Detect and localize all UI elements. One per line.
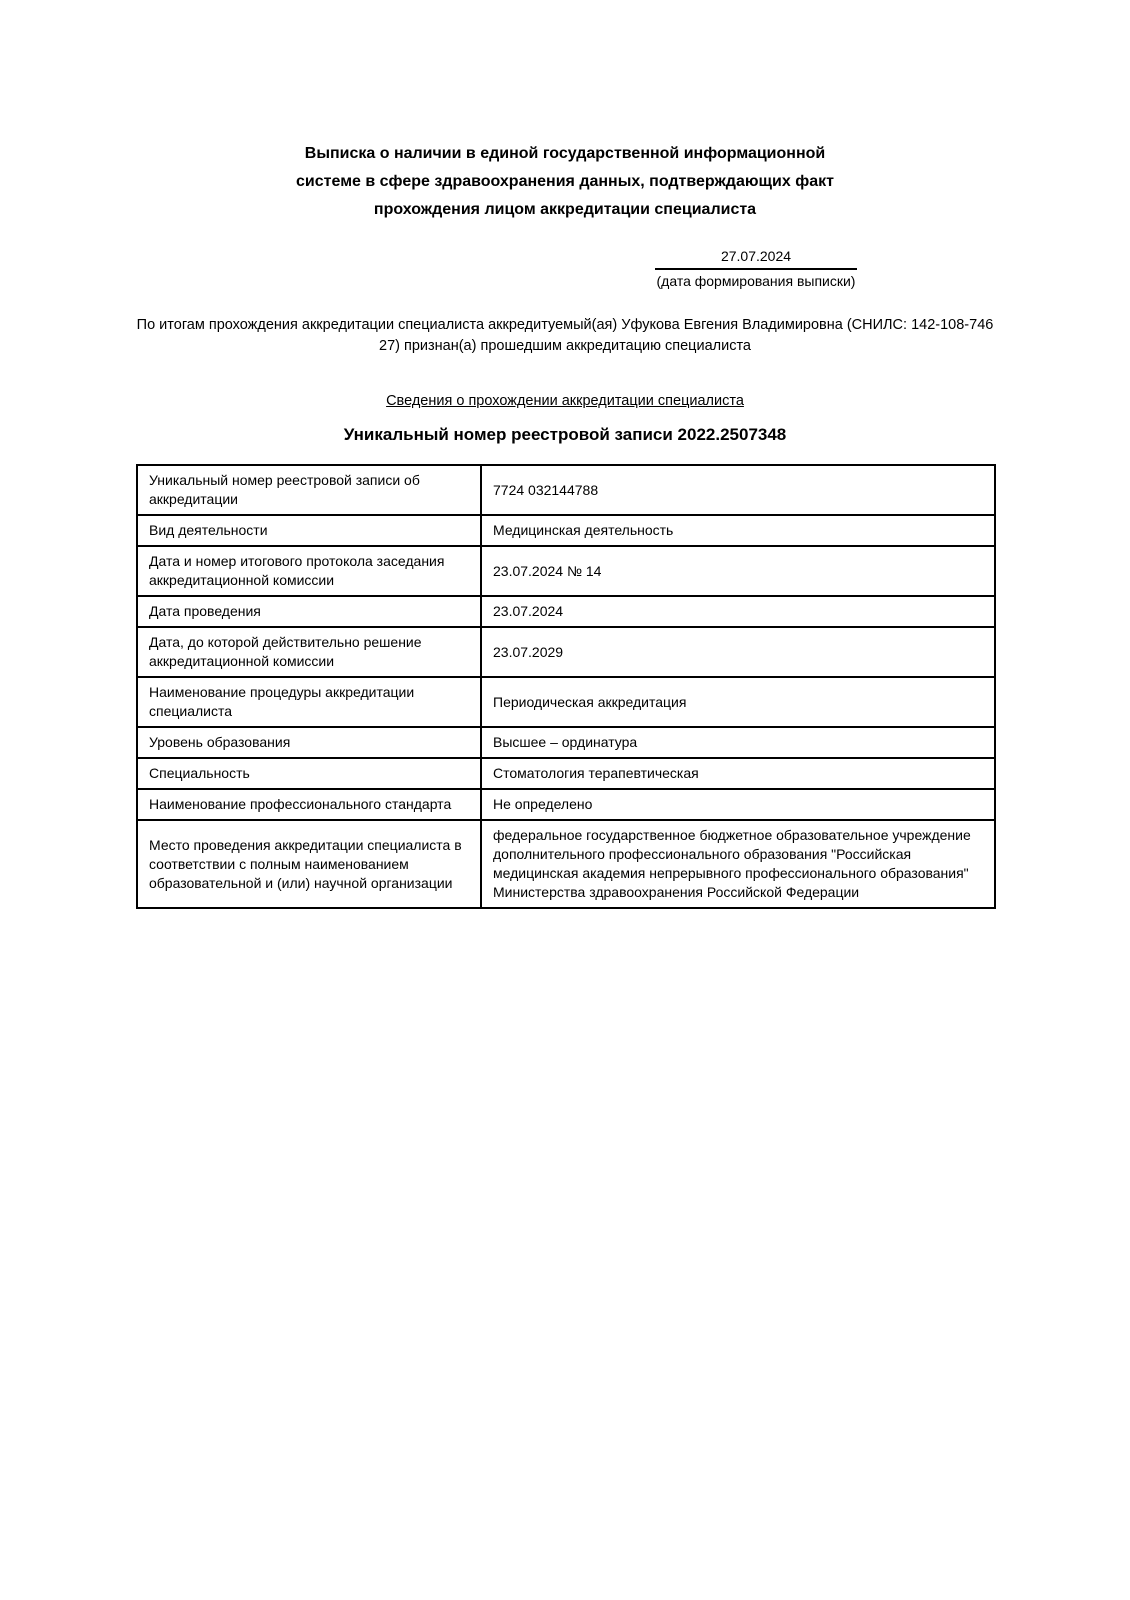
row-value: Медицинская деятельность <box>481 515 995 546</box>
accreditation-table <box>136 464 996 909</box>
row-label: Наименование профессионального стандарта <box>137 789 481 820</box>
extract-date: 27.07.2024 <box>655 248 857 270</box>
row-value: 23.07.2024 <box>481 596 995 627</box>
table-row <box>137 515 995 546</box>
table-row <box>137 677 995 727</box>
intro-line-1: По итогам прохождения аккредитации специалиста аккредитуемый(ая) Уфукова Евгения Владимировна (СНИЛС: 142-108-746 <box>136 317 994 333</box>
table-row <box>137 727 995 758</box>
row-value: 7724 032144788 <box>481 465 995 515</box>
row-value: Стоматология терапевтическая <box>481 758 995 789</box>
row-value: федеральное государственное бюджетное образовательное учреждение дополнительного профессионального образования "Российская медицинская академия непрерывного профессионального образования" Министерства здравоохранения Российской Федерации <box>481 820 995 908</box>
table-row <box>137 789 995 820</box>
document-title <box>0 0 1130 224</box>
row-label: Специальность <box>137 758 481 789</box>
row-label: Дата проведения <box>137 596 481 627</box>
registry-number-heading: Уникальный номер реестровой записи 2022.2507348 <box>343 425 787 444</box>
table-row <box>137 596 995 627</box>
title-line-2: системе в сфере здравоохранения данных, подтверждающих факт <box>296 173 834 190</box>
row-label: Вид деятельности <box>137 515 481 546</box>
intro-paragraph <box>0 315 1130 357</box>
row-value: Периодическая аккредитация <box>481 677 995 727</box>
table-row <box>137 546 995 596</box>
row-label: Место проведения аккредитации специалиста в соответствии с полным наименованием образовательной и (или) научной организации <box>137 820 481 908</box>
title-line-1: Выписка о наличии в единой государственной информационной <box>304 145 826 162</box>
intro-line-2: 27) признан(а) прошедшим аккредитацию специалиста <box>379 338 751 354</box>
extract-date-block <box>655 248 857 290</box>
table-row <box>137 627 995 677</box>
row-label: Дата и номер итогового протокола заседания аккредитационной комиссии <box>137 546 481 596</box>
row-label: Дата, до которой действительно решение аккредитационной комиссии <box>137 627 481 677</box>
row-label: Уровень образования <box>137 727 481 758</box>
row-value: 23.07.2029 <box>481 627 995 677</box>
extract-date-caption: (дата формирования выписки) <box>656 273 856 289</box>
section-heading: Сведения о прохождении аккредитации специалиста <box>386 393 744 409</box>
table-row <box>137 465 995 515</box>
row-label: Наименование процедуры аккредитации специалиста <box>137 677 481 727</box>
row-value: Высшее – ординатура <box>481 727 995 758</box>
table-row <box>137 758 995 789</box>
title-line-3: прохождения лицом аккредитации специалиста <box>373 201 757 218</box>
row-label: Уникальный номер реестровой записи об аккредитации <box>137 465 481 515</box>
table-row <box>137 820 995 908</box>
row-value: 23.07.2024 № 14 <box>481 546 995 596</box>
accreditation-table-body <box>137 465 995 908</box>
row-value: Не определено <box>481 789 995 820</box>
